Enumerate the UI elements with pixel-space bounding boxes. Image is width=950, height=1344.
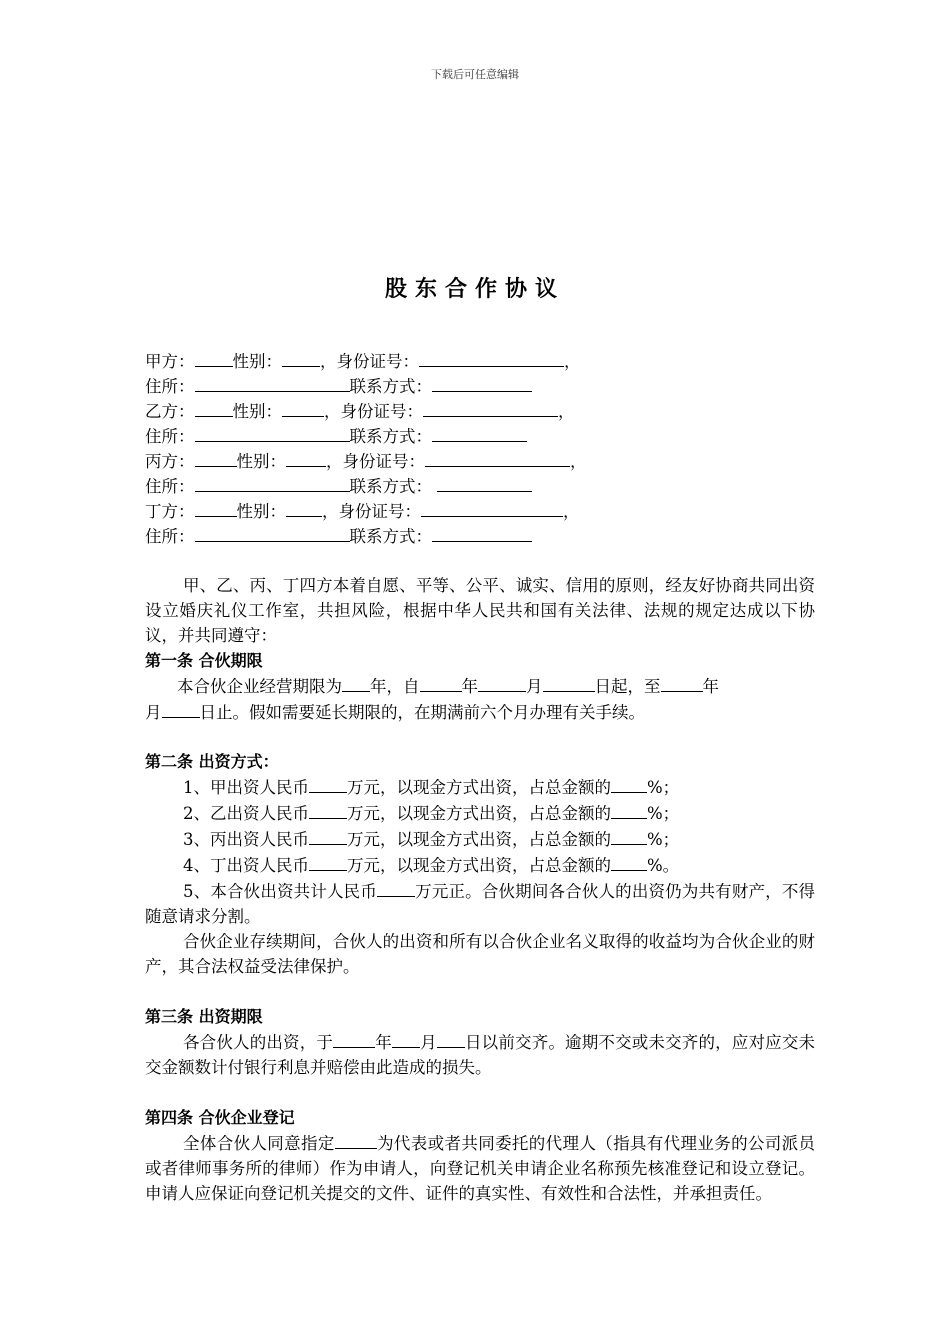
article-4-text: 全体合伙人同意指定 为代表或者共同委托的代理人（指具有代理业务的公司派员或者律师事务所的律师）作为申请人，向登记机关申请企业名称预先核准登记和设立登记。申请人应保证向登记机关提交的文件、证件的真实性、有效性和合法性，并承担责任。 [145,1130,815,1206]
party-d-address-line: 住所： 联系方式： [145,523,815,548]
party-d-line: 丁方： 性别： ，身份证号： ， [145,498,815,523]
party-a-address-line: 住所： 联系方式： [145,373,815,398]
article-1-text-cont: 月 日止。假如需要延长期限的，在期满前六个月办理有关手续。 [145,699,815,724]
article-3-heading: 第三条 出资期限 [145,1007,263,1026]
document-body [145,348,815,1206]
party-a-line: 甲方： 性别： ，身份证号： ， [145,348,815,373]
intro-paragraph: 甲、乙、丙、丁四方本着自愿、平等、公平、诚实、信用的原则，经友好协商共同出资设立婚庆礼仪工作室，共担风险，根据中华人民共和国有关法律、法规的规定达成以下协议，并共同遵守： [145,576,815,645]
party-c-line: 丙方： 性别： ，身份证号： ， [145,448,815,473]
article-4-heading: 第四条 合伙企业登记 [145,1108,295,1127]
article-2-item: 2、乙出资人民币 万元，以现金方式出资，占总金额的 %； [145,800,815,826]
party-b-line: 乙方： 性别： ，身份证号： ， [145,398,815,423]
article-2-item: 1、甲出资人民币 万元，以现金方式出资，占总金额的 %； [145,774,815,800]
article-2-item: 3、丙出资人民币 万元，以现金方式出资，占总金额的 %； [145,826,815,852]
article-3-text: 各合伙人的出资，于 年 月 日以前交齐。逾期不交或未交齐的，应对应交未交金额数计付银行利息并赔偿由此造成的损失。 [145,1029,815,1080]
article-2-heading: 第二条 出资方式： [145,752,279,771]
article-2-item-5: 5、本合伙出资共计人民币 万元正。合伙期间各合伙人的出资仍为共有财产，不得随意请求分割。 [145,878,815,929]
article-2-paragraph: 合伙企业存续期间，合伙人的出资和所有以合伙企业名义取得的收益均为合伙企业的财产，其合法权益受法律保护。 [145,932,815,976]
article-1-heading: 第一条 合伙期限 [145,651,263,670]
party-c-address-line: 住所： 联系方式： [145,473,815,498]
document-title: 股东合作协议 [384,276,565,302]
article-1-text: 本合伙企业经营期限为 年，自 年 月 日起，至 年 [145,673,815,699]
header-note: 下载后可任意编辑 [431,68,519,81]
party-b-address-line: 住所： 联系方式： [145,423,815,448]
article-2-item: 4、丁出资人民币 万元，以现金方式出资，占总金额的 %。 [145,852,815,878]
